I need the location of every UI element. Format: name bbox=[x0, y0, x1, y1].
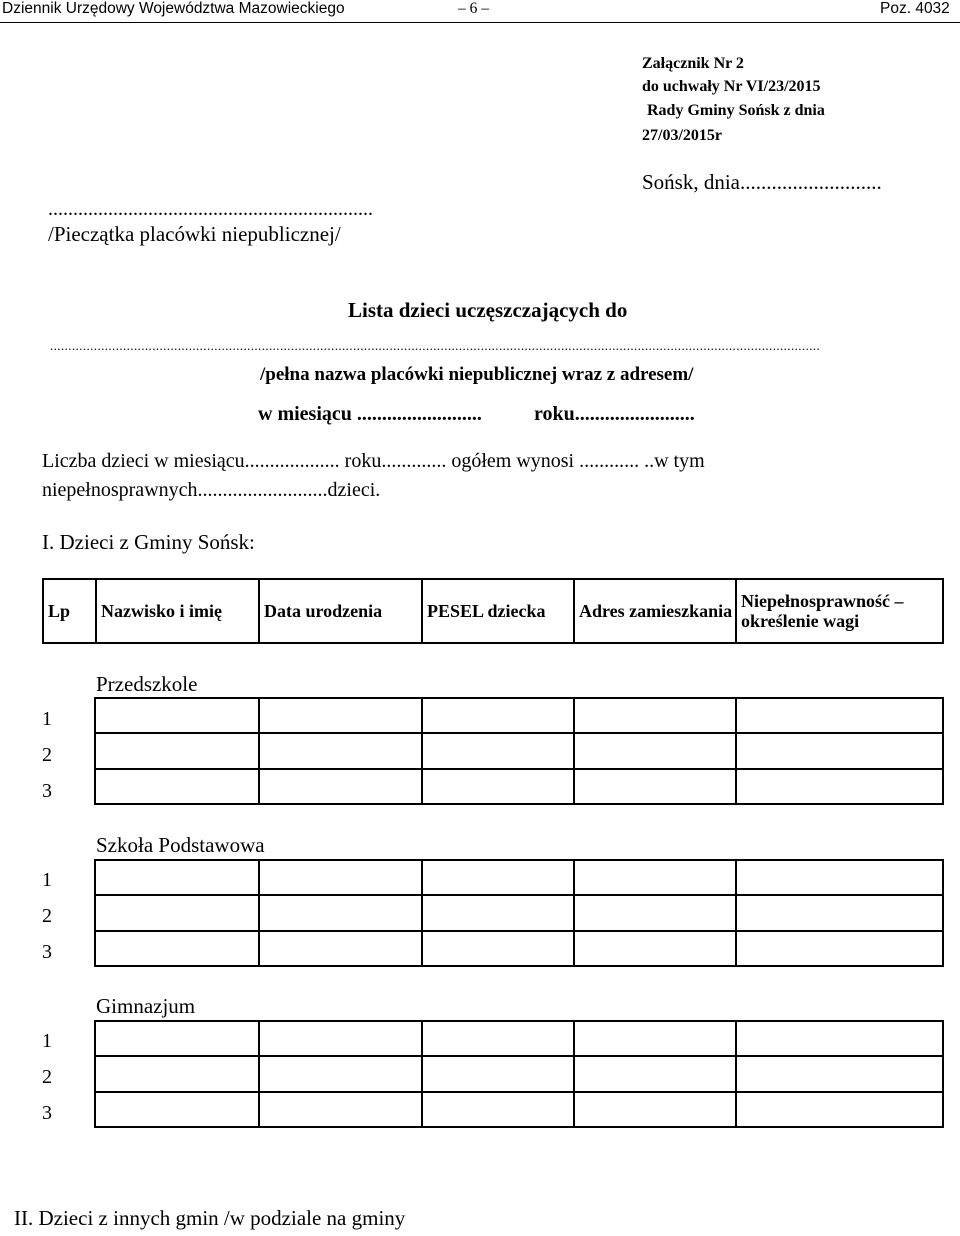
table-cell bbox=[259, 931, 422, 966]
table-cell bbox=[95, 860, 259, 895]
row-number: 3 bbox=[42, 941, 52, 963]
table-cell bbox=[422, 1056, 574, 1091]
table-cell bbox=[422, 698, 574, 733]
row-number: 1 bbox=[42, 1030, 52, 1052]
count-line-2: niepełnosprawnych..........................dzieci. bbox=[42, 479, 381, 501]
header-lp: Lp bbox=[43, 579, 96, 643]
table-cell bbox=[95, 1056, 259, 1091]
table-cell bbox=[422, 931, 574, 966]
row-number: 2 bbox=[42, 905, 52, 927]
annex-line-3: Rady Gminy Sońsk z dnia bbox=[647, 102, 825, 119]
section-1-title: I. Dzieci z Gminy Sońsk: bbox=[42, 530, 255, 554]
header-birthdate: Data urodzenia bbox=[259, 579, 422, 643]
table-cell bbox=[422, 860, 574, 895]
count-line-1: Liczba dzieci w miesiącu................... roku............. ogółem wynosi ............ ..w tym bbox=[42, 450, 705, 472]
table-cell bbox=[736, 769, 943, 804]
table-cell bbox=[736, 860, 943, 895]
table-cell bbox=[259, 769, 422, 804]
table-cell bbox=[574, 931, 736, 966]
table-cell bbox=[574, 769, 736, 804]
group-title-middle-school: Gimnazjum bbox=[96, 994, 196, 1018]
row-number: 2 bbox=[42, 1066, 52, 1088]
table-cell bbox=[259, 1092, 422, 1127]
header-pesel: PESEL dziecka bbox=[422, 579, 574, 643]
row-number: 3 bbox=[42, 1102, 52, 1124]
stamp-label: /Pieczątka placówki niepublicznej/ bbox=[48, 222, 341, 246]
table-cell bbox=[422, 769, 574, 804]
table-cell bbox=[95, 1092, 259, 1127]
table-cell bbox=[95, 895, 259, 930]
table-cell bbox=[422, 1021, 574, 1056]
document-title: Lista dzieci uczęszczających do bbox=[348, 298, 628, 322]
table-cell bbox=[259, 733, 422, 768]
table-cell bbox=[95, 1021, 259, 1056]
place-date: Sońsk, dnia........................... bbox=[642, 170, 882, 194]
section-2-title: II. Dzieci z innych gmin /w podziale na gminy bbox=[14, 1206, 406, 1230]
table-cell bbox=[736, 895, 943, 930]
annex-line-2: do uchwały Nr VI/23/2015 bbox=[642, 78, 821, 95]
table-cell bbox=[736, 698, 943, 733]
table-cell bbox=[259, 1021, 422, 1056]
header-name: Nazwisko i imię bbox=[96, 579, 259, 643]
table-cell bbox=[574, 1092, 736, 1127]
position-number: Poz. 4032 bbox=[880, 0, 950, 17]
row-number: 3 bbox=[42, 780, 52, 802]
page-number: – 6 – bbox=[458, 0, 489, 17]
row-number: 2 bbox=[42, 744, 52, 766]
group-title-primary-school: Szkoła Podstawowa bbox=[96, 833, 265, 857]
table-cell bbox=[259, 895, 422, 930]
period-year: roku........................ bbox=[534, 403, 695, 425]
table-cell bbox=[422, 733, 574, 768]
preschool-table bbox=[94, 697, 944, 805]
table-cell bbox=[736, 931, 943, 966]
table-cell bbox=[736, 733, 943, 768]
table-cell bbox=[574, 1056, 736, 1091]
table-cell bbox=[736, 1092, 943, 1127]
table-cell bbox=[259, 698, 422, 733]
table-cell bbox=[95, 698, 259, 733]
annex-line-1: Załącznik Nr 2 bbox=[642, 55, 744, 72]
table-cell bbox=[95, 769, 259, 804]
table-cell bbox=[574, 860, 736, 895]
journal-title: Dziennik Urzędowy Województwa Mazowieckiego bbox=[2, 0, 345, 17]
column-header-table bbox=[42, 578, 944, 644]
row-number: 1 bbox=[42, 869, 52, 891]
institution-dots: ................................................................................................................................................................................................................... bbox=[50, 338, 821, 353]
table-cell bbox=[422, 895, 574, 930]
stamp-dots: ................................................................. bbox=[48, 198, 373, 220]
table-cell bbox=[95, 733, 259, 768]
table-cell bbox=[574, 733, 736, 768]
table-cell bbox=[736, 1056, 943, 1091]
table-cell bbox=[574, 1021, 736, 1056]
table-cell bbox=[259, 1056, 422, 1091]
row-number: 1 bbox=[42, 708, 52, 730]
annex-line-4: 27/03/2015r bbox=[642, 127, 722, 144]
header-divider bbox=[0, 22, 960, 23]
table-cell bbox=[95, 931, 259, 966]
group-title-preschool: Przedszkole bbox=[96, 672, 198, 696]
middle-school-table bbox=[94, 1020, 944, 1128]
table-cell bbox=[574, 698, 736, 733]
primary-school-table bbox=[94, 859, 944, 967]
header-address: Adres zamieszkania bbox=[574, 579, 736, 643]
institution-label: /pełna nazwa placówki niepublicznej wraz z adresem/ bbox=[260, 364, 694, 385]
table-cell bbox=[422, 1092, 574, 1127]
header-disability: Niepełnosprawność – określenie wagi bbox=[736, 579, 943, 643]
period-month: w miesiącu ......................... bbox=[258, 403, 482, 425]
table-cell bbox=[574, 895, 736, 930]
table-cell bbox=[259, 860, 422, 895]
table-cell bbox=[736, 1021, 943, 1056]
